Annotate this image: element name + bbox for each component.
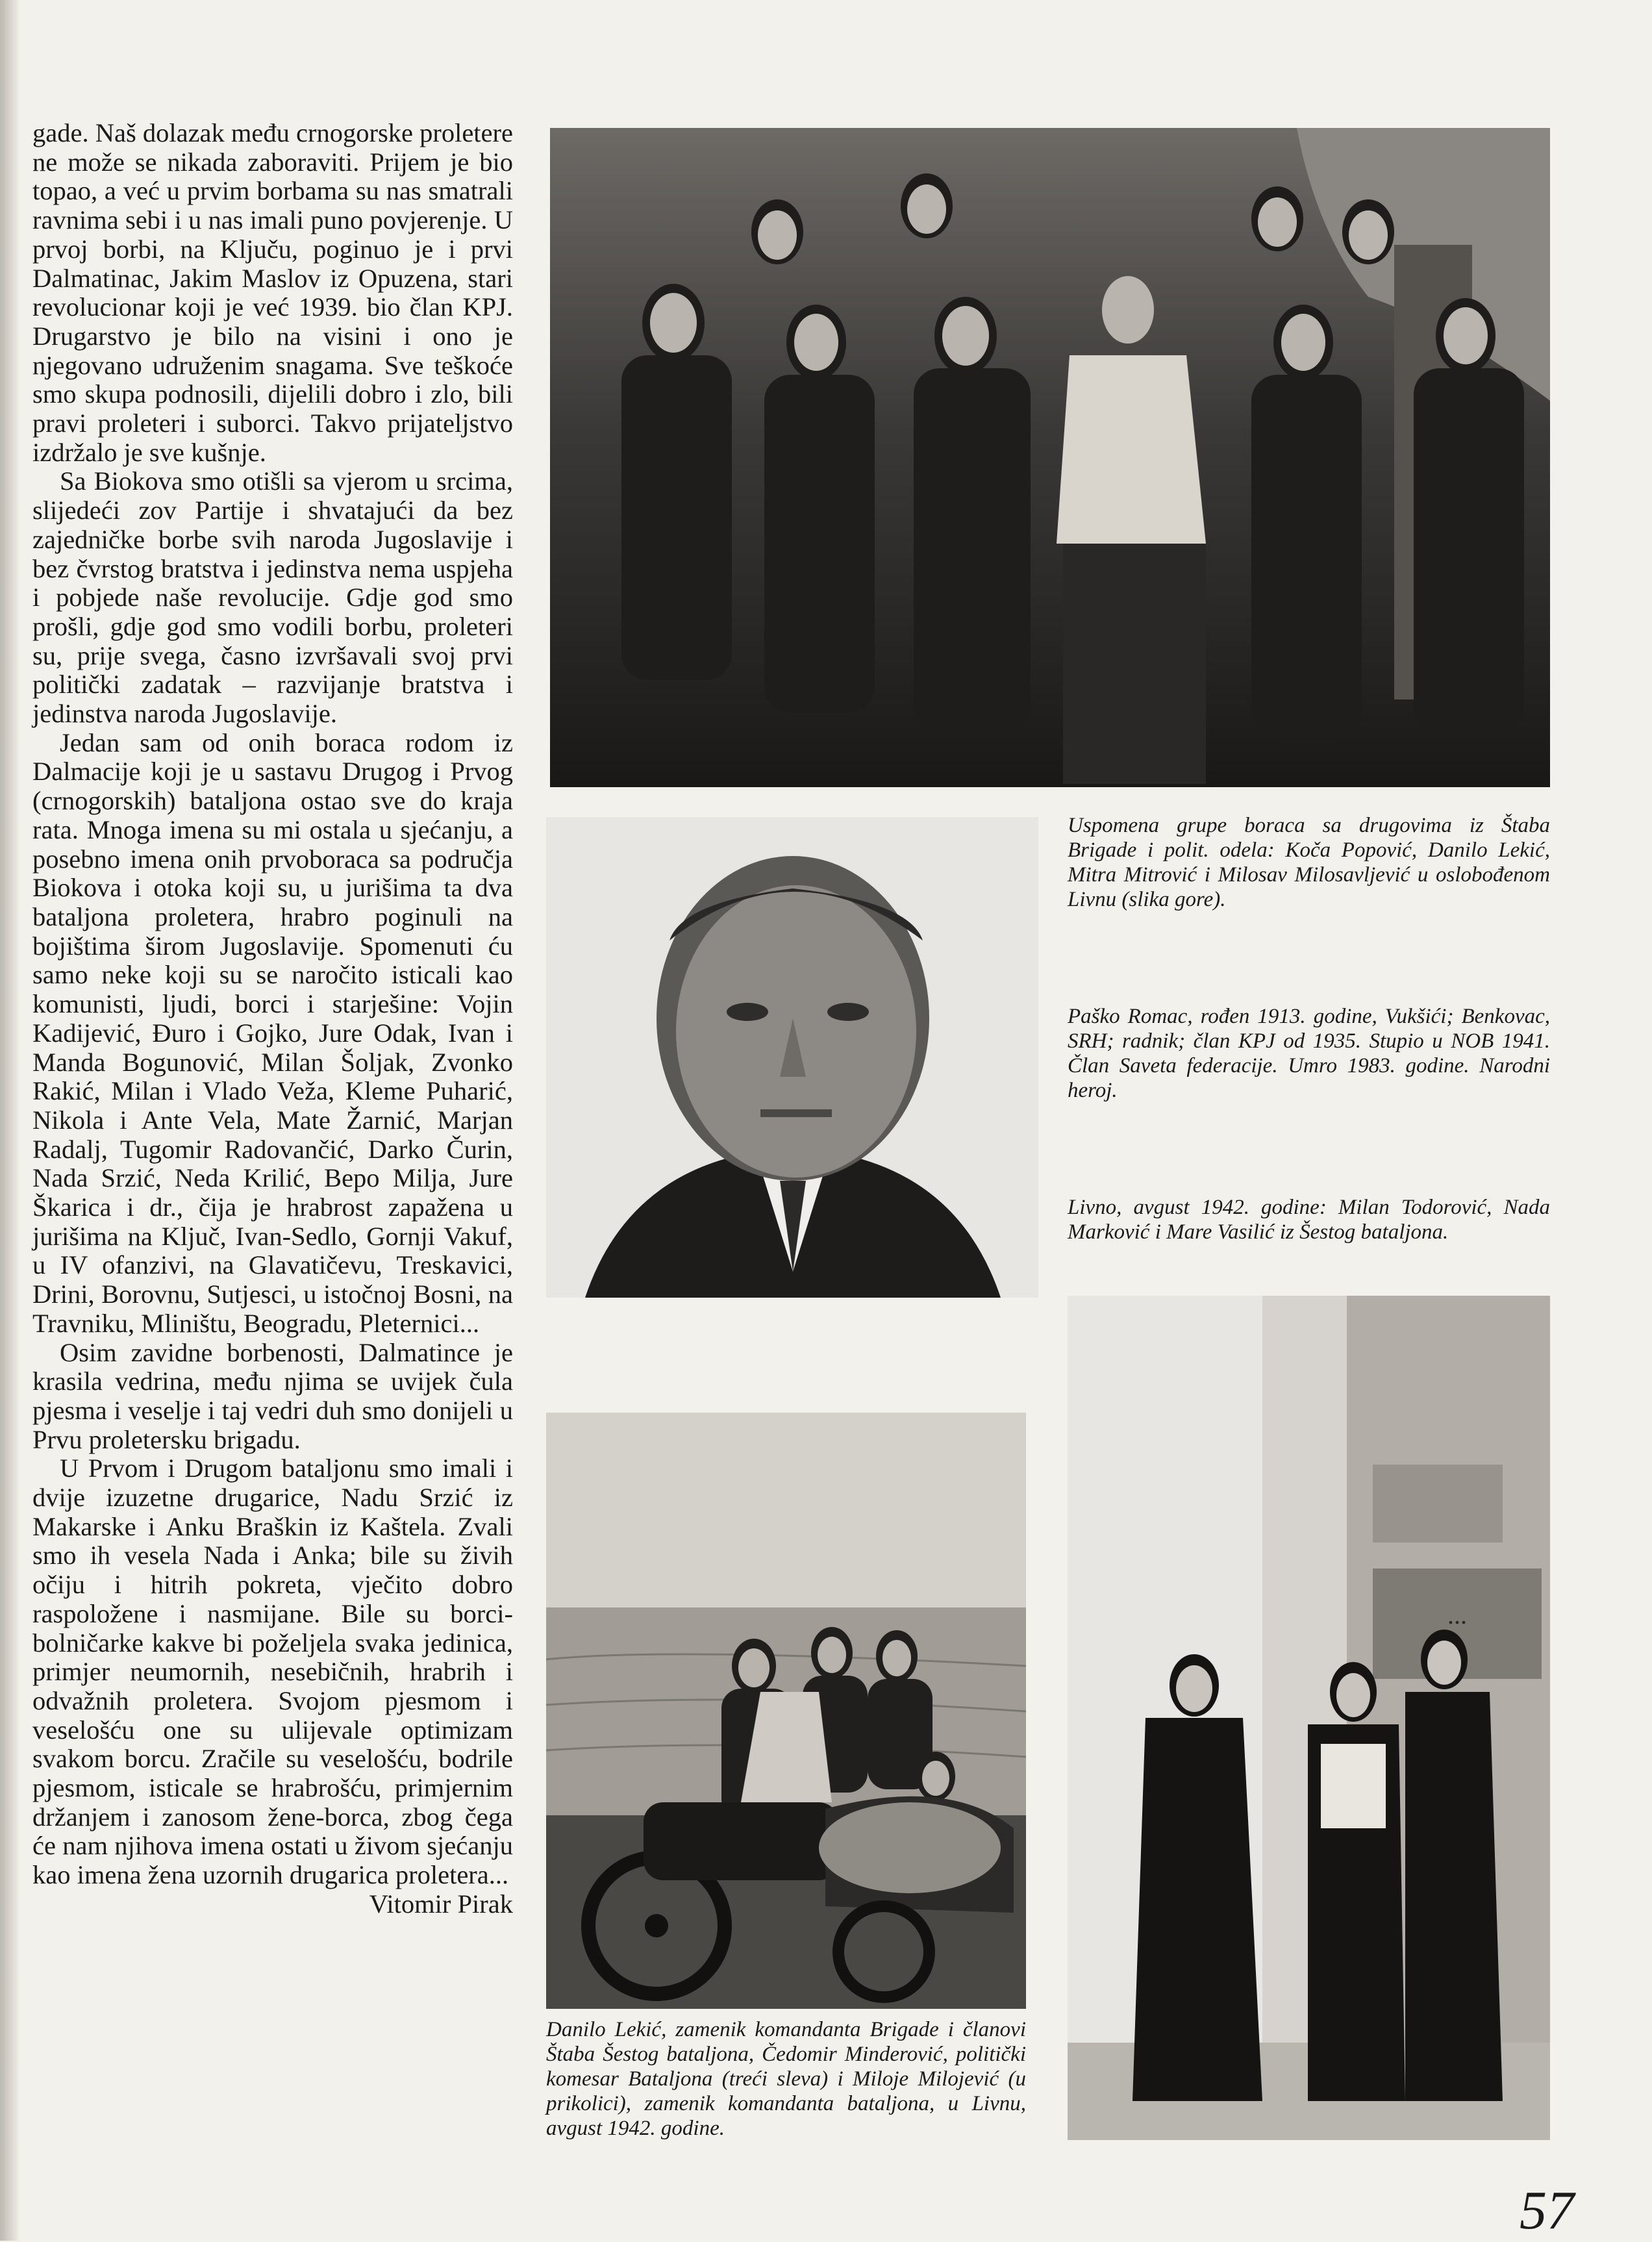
- paragraph-5: U Prvom i Drugom bataljonu smo imali i dvije izuzetne drugarice, Nadu Srzić iz Makarske i Anku Braškin iz Kaštela. Zvali smo ih vesela Nada i Anka; bile su živih očiju i hitrih pokreta, vječito dobro raspoložene i nasmijane. Bile su borci-bolničarke kakve bi poželjela svaka jedinica, primjer neumornih, nesebičnih, hrabrih i odvažnih proletera. Svojom pjesmom i veselošću one su ulijevale optimizam svakom borcu. Zračile su veselošću, bodrile pjesmom, isticale se hrabrošću, primjernim držanjem i zanosom žene-borca, zbog čega će nam njihova imena ostati u živom sjećanju kao imena žena uzornih drugarica proletera...: [32, 1454, 513, 1890]
- article-text: [32, 119, 513, 1919]
- signature-line: [32, 1890, 513, 1919]
- portrait-photo: [546, 817, 1038, 1298]
- caption-trio-photo: Livno, avgust 1942. godine: Milan Todorović, Nada Marković i Mare Vasilić iz Šestog bataljona.: [1068, 1196, 1550, 1244]
- paragraph-2: Sa Biokova smo otišli sa vjerom u srcima, slijedeći zov Partije i shvatajući da bez zajedničke borbe svih naroda Jugoslavije i bez čvrstog bratstva i jedinstva nema uspjeha i pobjede naše revolucije. Gdje god smo prošli, gdje god smo vodili borbu, proleteri su, prije svega, časno izvršavali svoj prvi politički zadatak – razvijanje bratstva i jedinstva naroda Jugoslavije.: [32, 466, 513, 729]
- motorcycle-photo: [546, 1413, 1026, 2009]
- group-photo: [550, 128, 1550, 787]
- caption-group-photo: Uspomena grupe boraca sa drugovima iz Štaba Brigade i polit. odela: Koča Popović, Danilo Lekić, Mitra Mitrović i Milosav Milosavljević u oslobođenom Livnu (slika gore).: [1068, 814, 1550, 911]
- paragraph-3: Jedan sam od onih boraca rodom iz Dalmacije koji je u sastavu Drugog i Prvog (crnogorskih) bataljona ostao sve do kraja rata. Mnoga imena su mi ostala u sjećanju, a posebno imena onih prvoboraca sa područja Biokova i otoka koji su, u jurišima ta dva bataljona proletera, hrabro poginuli na bojištima širom Jugoslavije. Spomenuti ću samo neke koji su se naročito isticali kao komunisti, ljudi, borci i starješine: Vojin Kadijević, Đuro i Gojko, Jure Odak, Ivan i Manda Bogunović, Milan Šoljak, Zvonko Rakić, Milan i Vlado Veža, Kleme Puharić, Nikola i Ante Vela, Mate Žarnić, Marjan Radalj, Tugomir Radovančić, Darko Čurin, Nada Srzić, Neda Krilić, Bepo Milja, Jure Škarica i dr., čija je hrabrost zapažena u jurišima na Ključ, Ivan-Sedlo, Gornji Vakuf, u IV ofanzivi, na Glavatičevu, Treskavici, Drini, Borovnu, Sutjesci, u istočnoj Bosni, na Travniku, Mliništu, Beogradu, Pleternici...: [32, 727, 513, 1338]
- author-signature: Vitomir Pirak: [369, 1889, 513, 1919]
- paragraph-1: gade. Naš dolazak među crnogorske proletere ne može se nikada zaboraviti. Prijem je bio topao, a već u prvim borbama su nas smatrali ravnima sebi i u nas imali puno povjerenje. U prvoj borbi, na Ključu, poginuo je i prvi Dalmatinac, Jakim Maslov iz Opuzena, stari revolucionar koji je već 1939. bio član KPJ. Drugarstvo je bilo na visini i ono je njegovano udruženim snagama. Sve teškoće smo skupa podnosili, dijelili dobro i zlo, bili pravi proleteri i suborci. Takvo prijateljstvo izdržalo je sve kušnje.: [32, 118, 513, 467]
- caption-motorcycle-photo: Danilo Lekić, zamenik komandanta Brigade i članovi Štaba Šestog bataljona, Čedomir Minderović, politički komesar Bataljona (treći sleva) i Miloje Milojević (u prikolici), zamenik komandanta bataljona, u Livnu, avgust 1942. godine.: [546, 2018, 1026, 2140]
- caption-portrait: Paško Romac, rođen 1913. godine, Vukšići; Benkovac, SRH; radnik; član KPJ od 1935. Stupio u NOB 1941. Član Saveta federacije. Umro 1983. godine. Narodni heroj.: [1068, 1005, 1550, 1102]
- trio-photo: [1068, 1296, 1550, 2140]
- shop-sign-text: ...: [1447, 1600, 1467, 1630]
- page-spine: [0, 0, 18, 2241]
- paragraph-4: Osim zavidne borbenosti, Dalmatince je krasila vedrina, među njima se uvijek čula pjesma i veselje i taj vedri duh smo donijeli u Prvu proletersku brigadu.: [32, 1337, 513, 1454]
- page-number: 57: [1520, 2180, 1574, 2241]
